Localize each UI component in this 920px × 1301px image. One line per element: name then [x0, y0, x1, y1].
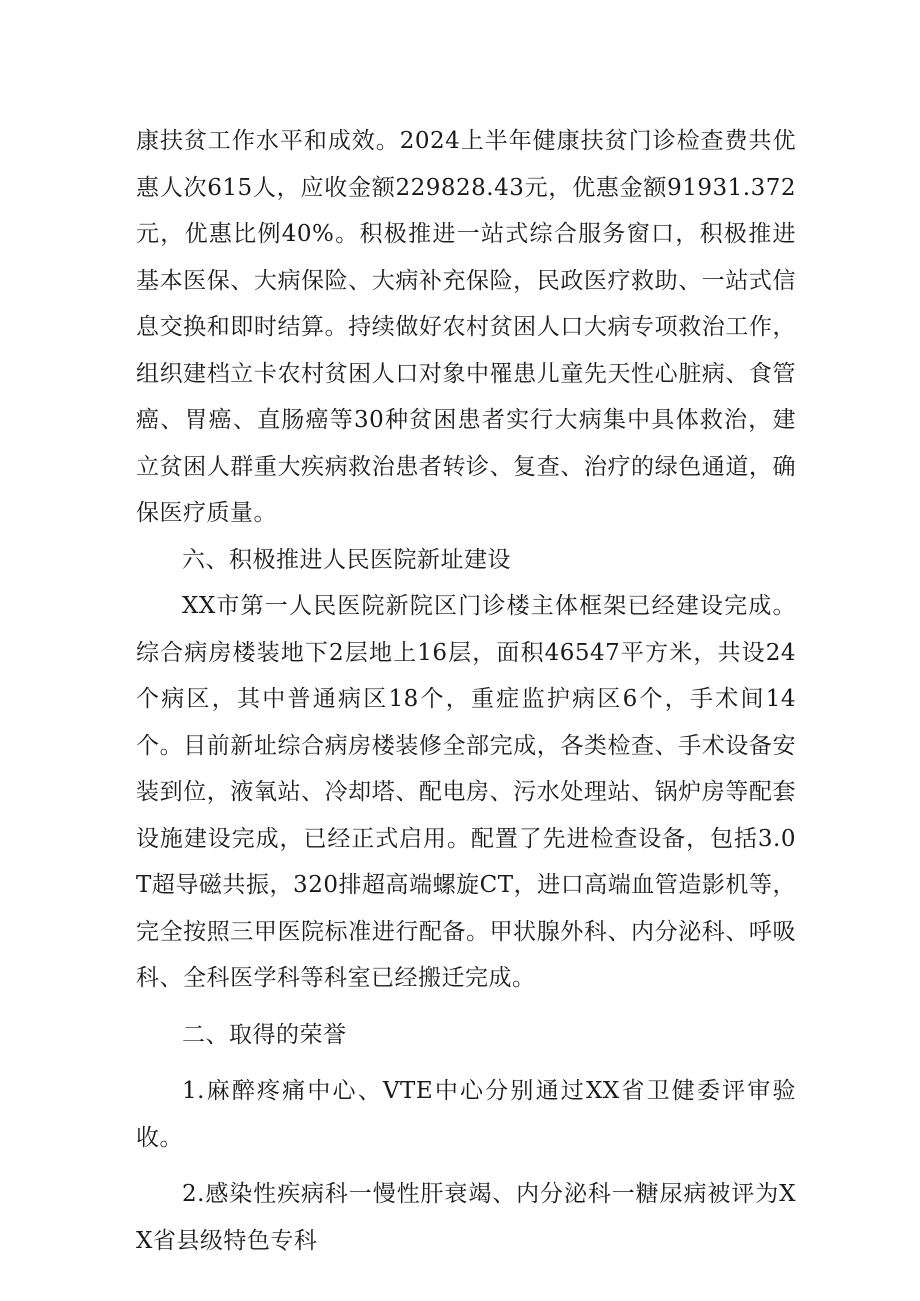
honor-item-1: 1.麻醉疼痛中心、VTE中心分别通过XX省卫健委评审验收。	[136, 1078, 796, 1151]
honor-item-2: 2.感染性疾病科一慢性肝衰竭、内分泌科一糖尿病被评为XX省县级特色专科	[136, 1181, 796, 1254]
document-body	[136, 118, 796, 1264]
paragraph-new-site: XX市第一人民医院新院区门诊楼主体框架已经建设完成。综合病房楼装地下2层地上16层，面积46547平方米，共设24个病区，其中普通病区18个，重症监护病区6个，手术间14个。目前新址综合病房楼装修全部完成，各类检查、手术设备安装到位，液氧站、冷却塔、配电房、污水处理站、锅炉房等配套设施建设完成，已经正式启用。配置了先进检查设备，包括3.0T超导磁共振，320排超高端螺旋CT，进口高端血管造影机等，完全按照三甲医院标准进行配备。甲状腺外科、内分泌科、呼吸科、全科医学科等科室已经搬迁完成。	[136, 593, 796, 991]
section-heading-new-site: 六、积极推进人民医院新址建设	[182, 546, 511, 573]
section-heading-honors: 二、取得的荣誉	[182, 1021, 347, 1048]
paragraph-health-poverty: 康扶贫工作水平和成效。2024上半年健康扶贫门诊检查费共优惠人次615人，应收金额229828.43元，优惠金额91931.372元，优惠比例40%。积极推进一站式综合服务窗口，积极推进基本医保、大病保险、大病补充保险，民政医疗救助、一站式信息交换和即时结算。持续做好农村贫困人口大病专项救治工作，组织建档立卡农村贫困人口对象中罹患儿童先天性心脏病、食管癌、胃癌、直肠癌等30种贫困患者实行大病集中具体救治，建立贫困人群重大疾病救治患者转诊、复查、治疗的绿色通道，确保医疗质量。	[136, 128, 796, 526]
